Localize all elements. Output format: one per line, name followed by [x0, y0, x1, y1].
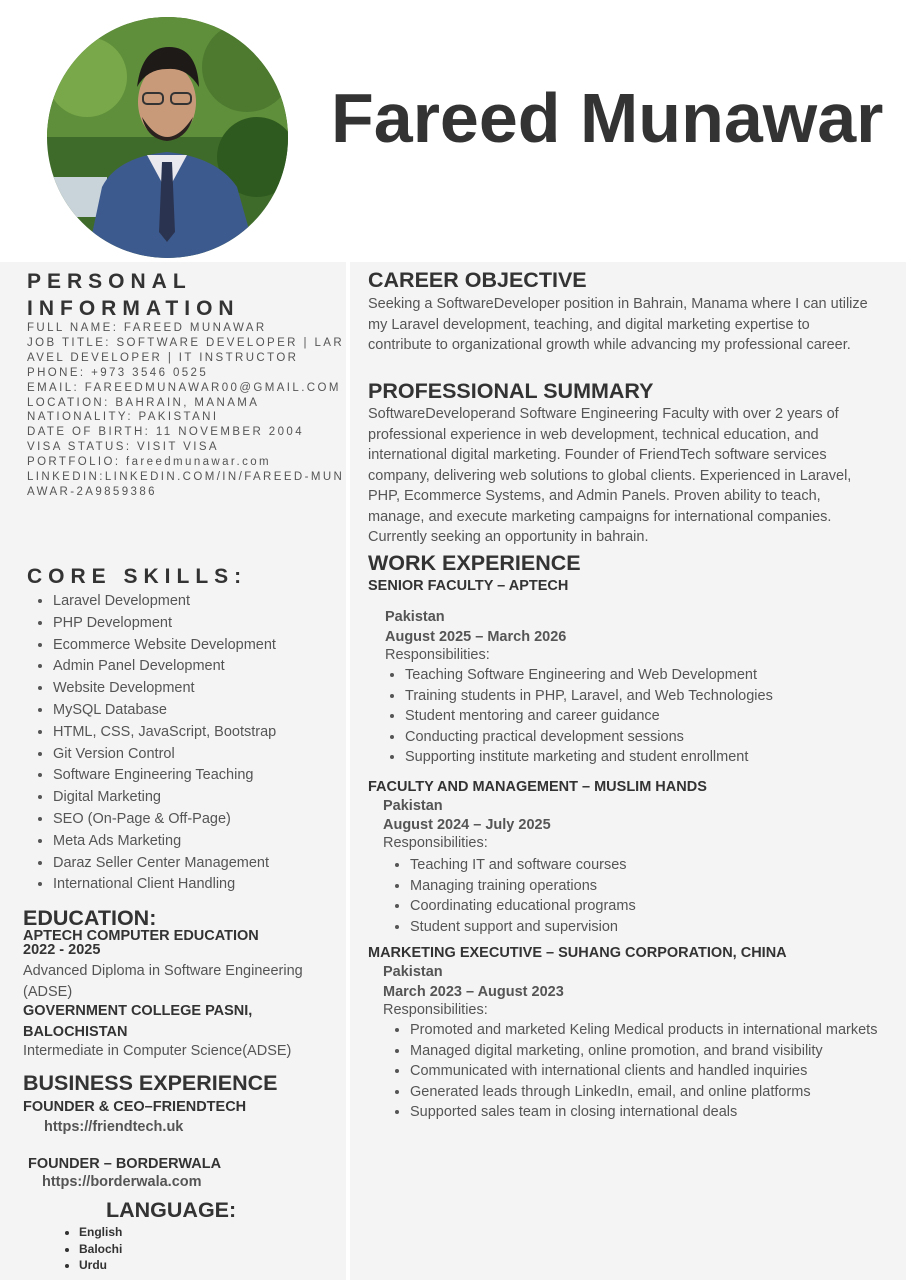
job-3-dates: March 2023 – August 2023 — [383, 984, 564, 1000]
pi-portfolio: PORTFOLIO: fareedmunawar.com — [27, 456, 272, 469]
header — [0, 0, 906, 262]
language-item: • English — [79, 1224, 122, 1241]
skill-item: • Admin Panel Development — [53, 656, 276, 678]
education-heading: EDUCATION: — [23, 906, 157, 930]
pi-dob: DATE OF BIRTH: 11 NOVEMBER 2004 — [27, 426, 304, 439]
career-objective-heading: CAREER OBJECTIVE — [368, 268, 587, 292]
responsibility-item: • Conducting practical development sessions — [405, 727, 773, 748]
core-skills-heading: CORE SKILLS: — [27, 565, 248, 588]
skill-item: • Digital Marketing — [53, 787, 276, 809]
education-degree-1: Advanced Diploma in Software Engineering (ADSE) — [23, 963, 303, 1000]
job-1-role: SENIOR FACULTY – APTECH — [368, 578, 569, 594]
skill-item: • Git Version Control — [53, 744, 276, 766]
skill-item: • Daraz Seller Center Management — [53, 853, 276, 875]
professional-summary-heading: PROFESSIONAL SUMMARY — [368, 379, 654, 403]
skill-item: • Meta Ads Marketing — [53, 831, 276, 853]
responsibility-item: • Managed digital marketing, online promotion, and brand visibility — [410, 1041, 885, 1062]
job-3-responsibilities-label: Responsibilities: — [383, 1002, 488, 1018]
language-heading: LANGUAGE: — [106, 1198, 237, 1222]
responsibility-item: • Student support and supervision — [410, 917, 636, 938]
candidate-name: Fareed Munawar — [331, 79, 884, 157]
pi-nationality: NATIONALITY: PAKISTANI — [27, 411, 219, 424]
job-1-responsibilities — [385, 665, 773, 768]
career-objective-text: Seeking a SoftwareDeveloper position in Bahrain, Manama where I can utilize my Laravel development, teaching, and digital marketing expertise to contribute to organizational growth while advancing my professional career. — [368, 296, 868, 353]
skill-item: • Website Development — [53, 678, 276, 700]
personal-information-list — [27, 321, 345, 500]
profile-photo — [47, 17, 288, 258]
skill-item: • HTML, CSS, JavaScript, Bootstrap — [53, 722, 276, 744]
responsibility-item: • Generated leads through LinkedIn, email, and online platforms — [410, 1082, 885, 1103]
pi-phone: PHONE: +973 3546 0525 — [27, 366, 209, 379]
business-experience-heading: BUSINESS EXPERIENCE — [23, 1071, 278, 1095]
pi-location: LOCATION: BAHRAIN, MANAMA — [27, 396, 260, 409]
professional-summary-text: SoftwareDeveloperand Software Engineering Faculty with over 2 years of professional experience in web development, technical education, and international digital marketing. Founder of FriendTech software services company, delivering web solutions to global clients. Experienced in Laravel, PHP, Ecommerce Systems, and Admin Panels. Proven ability to teach, manage, and execute marketing campaigns for international companies. Currently seeking an opportunity in bahrain. — [368, 406, 852, 545]
responsibility-item: • Coordinating educational programs — [410, 896, 636, 917]
responsibility-item: • Teaching Software Engineering and Web Development — [405, 665, 773, 686]
responsibility-item: • Communicated with international clients and handled inquiries — [410, 1061, 885, 1082]
business-role-1: FOUNDER & CEO–FRIENDTECH — [23, 1099, 247, 1115]
skill-item: • SEO (On-Page & Off-Page) — [53, 809, 276, 831]
job-2-responsibilities — [390, 855, 636, 937]
education-school-1: APTECH COMPUTER EDUCATION — [23, 928, 259, 944]
skill-item: • MySQL Database — [53, 700, 276, 722]
responsibility-item: • Supported sales team in closing international deals — [410, 1102, 885, 1123]
responsibility-item: • Managing training operations — [410, 876, 636, 897]
responsibility-item: • Supporting institute marketing and student enrollment — [405, 747, 773, 768]
job-1-location: Pakistan — [385, 609, 445, 625]
skill-item: • Software Engineering Teaching — [53, 765, 276, 787]
pi-full-name: FULL NAME: FAREED MUNAWAR — [27, 322, 267, 334]
job-1-dates: August 2025 – March 2026 — [385, 629, 567, 645]
skill-item: • Ecommerce Website Development — [53, 635, 276, 657]
job-2-dates: August 2024 – July 2025 — [383, 817, 551, 833]
pi-linkedin: LINKEDIN:LINKEDIN.COM/IN/FAREED-MUNAWAR-2A9859386 — [27, 471, 345, 498]
business-url-2[interactable]: https://borderwala.com — [42, 1174, 202, 1190]
education-degree-2: Intermediate in Computer Science(ADSE) — [23, 1043, 292, 1059]
language-item: • Urdu — [79, 1257, 122, 1274]
skill-item: • Laravel Development — [53, 591, 276, 613]
education-school-2: GOVERNMENT COLLEGE PASNI, BALOCHISTAN — [23, 1003, 253, 1040]
responsibility-item: • Promoted and marketed Keling Medical products in international markets — [410, 1020, 885, 1041]
pi-visa: VISA STATUS: VISIT VISA — [27, 441, 219, 454]
work-experience-heading: WORK EXPERIENCE — [368, 551, 581, 575]
profile-photo-illustration — [47, 17, 288, 258]
business-role-2: FOUNDER – BORDERWALA — [28, 1156, 222, 1172]
job-3-location: Pakistan — [383, 964, 443, 980]
language-item: • Balochi — [79, 1241, 122, 1258]
skill-item: • International Client Handling — [53, 874, 276, 896]
personal-information-heading: PERSONAL INFORMATION — [27, 270, 240, 320]
pi-email: EMAIL: FAREEDMUNAWAR00@GMAIL.COM — [27, 381, 341, 394]
job-2-responsibilities-label: Responsibilities: — [383, 835, 488, 851]
education-years-1: 2022 - 2025 — [23, 942, 101, 958]
job-2-role: FACULTY AND MANAGEMENT – MUSLIM HANDS — [368, 779, 707, 795]
business-url-1[interactable]: https://friendtech.uk — [44, 1119, 184, 1135]
responsibility-item: • Teaching IT and software courses — [410, 855, 636, 876]
job-3-role: MARKETING EXECUTIVE – SUHANG CORPORATION, CHINA — [368, 945, 787, 961]
responsibility-item: • Student mentoring and career guidance — [405, 706, 773, 727]
responsibility-item: • Training students in PHP, Laravel, and Web Technologies — [405, 686, 773, 707]
skill-item: • PHP Development — [53, 613, 276, 635]
language-list — [62, 1224, 122, 1274]
core-skills-list — [33, 591, 276, 896]
job-1-responsibilities-label: Responsibilities: — [385, 647, 490, 663]
job-3-responsibilities — [390, 1020, 885, 1123]
pi-job-title: JOB TITLE: SOFTWARE DEVELOPER | LARAVEL DEVELOPER | IT INSTRUCTOR — [27, 336, 345, 364]
job-2-location: Pakistan — [383, 798, 443, 814]
